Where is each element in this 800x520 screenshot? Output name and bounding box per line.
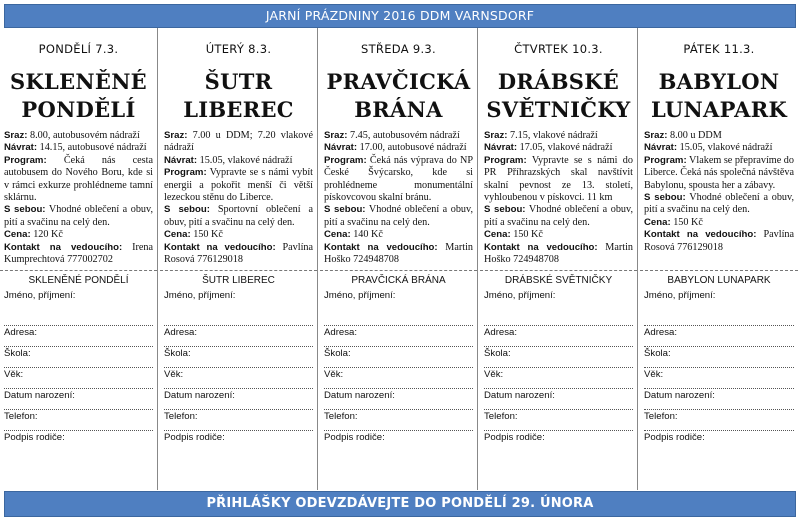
cut-line [320, 270, 477, 271]
phone-field[interactable]: Telefon: [484, 410, 633, 431]
event-title [484, 68, 633, 126]
phone-field[interactable]: Telefon: [164, 410, 313, 431]
signature-field[interactable]: Podpis rodiče: [484, 432, 545, 443]
event-title-line1: PRAVČICKÁ [326, 69, 471, 94]
day-label: PÁTEK 11.3. [683, 42, 755, 56]
program-info: Čeká nás cesta autobusem do Nového Boru, kde si v rámci exkurze prohlédneme tamní sklárnu. [4, 154, 153, 204]
event-title-line1: DRÁBSKÉ [497, 69, 620, 94]
cut-line [640, 270, 798, 271]
signature-field[interactable]: Podpis rodiče: [644, 432, 705, 443]
day-label: STŘEDA 9.3. [360, 42, 436, 56]
event-title-line2: SVĚTNIČKY [486, 97, 631, 122]
day-column-wednesday [320, 28, 478, 490]
event-description: Sraz: 7.00 u DDM; 7.20 vlakové nádraží Návrat: 15.05, vlakové nádraží Program: Vypravte se s námi vybít energii a pokořit menší či větší lezeckou stěnu do Liberce. S sebou: Sportovní oblečení a obuv, pití a svačinu na celý den. Cena: 150 Kč Kontakt na vedoucího: Pavlína Rosová 776129018 [164, 130, 313, 266]
age-field[interactable]: Věk: [324, 368, 473, 389]
event-title-line2: BRÁNA [354, 97, 443, 122]
event-description: Sraz: 7.15, vlakové nádraží Návrat: 17.05, vlakové nádraží Program: Vypravte se s námi do PR Příhrazských skal navštívit skalní pevnost ze 13. století, vyhloubenou v pískovci. 11 km S sebou: Vhodné oblečení a obuv, pití a svačinu na celý den. Cena: 150 Kč Kontakt na vedoucího: Martin Hoško 724948708 [484, 130, 633, 266]
school-field[interactable]: Škola: [164, 347, 313, 368]
return-info: 17.00, autobusové nádraží [359, 142, 467, 154]
signature-field[interactable]: Podpis rodiče: [164, 432, 225, 443]
program-info: Vlakem se přepravíme do Liberce. Čeká nás společná návštěva Babylonu, spousta her a zábavy. [644, 154, 794, 191]
return-info: 15.05, vlakové nádraží [679, 142, 773, 154]
name-field[interactable]: Jméno, příjmení: [484, 290, 556, 301]
school-field[interactable]: Škola: [484, 347, 633, 368]
event-description: Sraz: 7.45, autobusovém nádraží Návrat: 17.00, autobusové nádraží Program: Čeká nás výprava do NP České Švýcarsko, kde si prohlédneme monumentální pískovcovou skalní bránu. S sebou: Vhodné oblečení a obuv, pití a svačinu na celý den. Cena: 140 Kč Kontakt na vedoucího: Martin Hoško 724948708 [324, 130, 473, 266]
name-line[interactable] [484, 309, 633, 326]
page-header: JARNÍ PRÁZDNINY 2016 DDM VARNSDORF [4, 4, 796, 28]
event-title-line1: BABYLON [658, 69, 780, 94]
contact-info: Martin Hoško 724948708 [484, 241, 633, 266]
return-info: 15.05, vlakové nádraží [199, 154, 293, 166]
bring-info: Sportovní oblečení a obuv, pití a svačinu na celý den. [164, 204, 313, 228]
school-field[interactable]: Škola: [644, 347, 794, 368]
name-line[interactable] [644, 309, 794, 326]
address-field[interactable]: Adresa: [4, 326, 153, 347]
name-line[interactable] [4, 309, 153, 326]
event-description: Sraz: 8.00 u DDM Návrat: 15.05, vlakové nádraží Program: Vlakem se přepravíme do Liberce. Čeká nás společná návštěva Babylonu, spousta her a zábavy. S sebou: Vhodné oblečení a obuv, pití a svačinu na celý den. Cena: 150 Kč Kontakt na vedoucího: Pavlína Rosová 776129018 [644, 130, 794, 253]
address-field[interactable]: Adresa: [484, 326, 633, 347]
contact-info: Pavlína Rosová 776129018 [644, 229, 794, 253]
price-info: 150 Kč [193, 229, 223, 241]
cut-line [160, 270, 317, 271]
event-description: Sraz: 8.00, autobusovém nádraží Návrat: 14.15, autobusové nádraží Program: Čeká nás cesta autobusem do Nového Boru, kde si v rámci exkurze prohlédneme tamní sklárnu. S sebou: Vhodné oblečení a obuv, pití a svačinu na celý den. Cena: 120 Kč Kontakt na vedoucího: Irena Kumprechtová 777002702 [4, 130, 153, 266]
birthdate-field[interactable]: Datum narození: [164, 389, 313, 410]
day-label: ČTVRTEK 10.3. [514, 42, 603, 56]
name-field[interactable]: Jméno, příjmení: [4, 290, 76, 301]
signature-field[interactable]: Podpis rodiče: [4, 432, 65, 443]
meeting-info: 7.45, autobusovém nádraží [350, 130, 460, 141]
event-title [4, 68, 153, 126]
cut-line [480, 270, 637, 271]
age-field[interactable]: Věk: [644, 368, 794, 389]
bring-info: Vhodné oblečení a obuv, pití a svačinu na celý den. [644, 192, 794, 216]
name-line[interactable] [324, 309, 473, 326]
price-info: 120 Kč [33, 229, 63, 241]
program-info: Čeká nás výprava do NP České Švýcarsko, kde si prohlédneme monumentální pískovcovou skalní bránu. [324, 154, 473, 204]
cut-line [0, 270, 157, 271]
event-title-line1: SKLENĚNÉ [10, 69, 147, 94]
contact-info: Irena Kumprechtová 777002702 [4, 241, 153, 266]
meeting-info: 7.00 u DDM; 7.20 vlakové nádraží [164, 130, 313, 154]
birthdate-field[interactable]: Datum narození: [324, 389, 473, 410]
form-title: DRÁBSKÉ SVĚTNIČKY [504, 275, 613, 286]
bring-info: Vhodné oblečení a obuv, pití a svačinu na celý den. [484, 204, 633, 228]
phone-field[interactable]: Telefon: [644, 410, 794, 431]
meeting-info: 8.00, autobusovém nádraží [30, 130, 140, 141]
day-column-monday [0, 28, 158, 490]
day-label: PONDĚLÍ 7.3. [38, 42, 119, 56]
price-info: 150 Kč [673, 216, 703, 228]
form-title: BABYLON LUNAPARK [667, 275, 771, 286]
name-field[interactable]: Jméno, příjmení: [164, 290, 236, 301]
return-info: 17.05, vlakové nádraží [519, 142, 613, 154]
event-title-line2: LIBEREC [183, 97, 294, 122]
event-title [644, 68, 794, 126]
bring-info: Vhodné oblečení a obuv, pití a svačinu na celý den. [4, 204, 153, 228]
program-info: Vypravte se s námi vybít energii a pokořit menší či větší lezeckou stěnu do Liberce. [164, 167, 313, 204]
price-info: 140 Kč [353, 229, 383, 241]
contact-info: Martin Hoško 724948708 [324, 241, 473, 266]
school-field[interactable]: Škola: [324, 347, 473, 368]
meeting-info: 7.15, vlakové nádraží [510, 130, 598, 141]
age-field[interactable]: Věk: [164, 368, 313, 389]
day-columns [0, 28, 800, 490]
event-title-line1: ŠUTR [204, 69, 273, 94]
phone-field[interactable]: Telefon: [324, 410, 473, 431]
age-field[interactable]: Věk: [484, 368, 633, 389]
program-info: Vypravte se s námi do PR Příhrazských skal navštívit skalní pevnost ze 13. století, vyhloubenou v pískovci. 11 km [484, 154, 633, 204]
birthdate-field[interactable]: Datum narození: [644, 389, 794, 410]
page-footer: PŘIHLÁŠKY ODEVZDÁVEJTE DO PONDĚLÍ 29. ÚNORA [4, 491, 796, 517]
day-column-thursday [480, 28, 638, 490]
school-field[interactable]: Škola: [4, 347, 153, 368]
bring-info: Vhodné oblečení a obuv, pití a svačinu na celý den. [324, 204, 473, 228]
name-field[interactable]: Jméno, příjmení: [324, 290, 396, 301]
meeting-info: 8.00 u DDM [670, 130, 722, 141]
form-title: PRAVČICKÁ BRÁNA [351, 275, 446, 286]
address-field[interactable]: Adresa: [164, 326, 313, 347]
return-info: 14.15, autobusové nádraží [39, 142, 147, 154]
day-label: ÚTERÝ 8.3. [205, 42, 272, 56]
address-field[interactable]: Adresa: [324, 326, 473, 347]
day-column-tuesday [160, 28, 318, 490]
price-info: 150 Kč [513, 229, 543, 241]
address-field[interactable]: Adresa: [644, 326, 794, 347]
event-title [164, 68, 313, 126]
phone-field[interactable]: Telefon: [4, 410, 153, 431]
birthdate-field[interactable]: Datum narození: [484, 389, 633, 410]
signature-field[interactable]: Podpis rodiče: [324, 432, 385, 443]
name-line[interactable] [164, 309, 313, 326]
event-title-line2: LUNAPARK [650, 97, 788, 122]
form-title: SKLENĚNÉ PONDĚLÍ [28, 275, 129, 286]
event-title-line2: PONDĚLÍ [21, 97, 136, 122]
name-field[interactable]: Jméno, příjmení: [644, 290, 716, 301]
form-title: ŠUTR LIBEREC [202, 275, 275, 286]
event-title [324, 68, 473, 126]
birthdate-field[interactable]: Datum narození: [4, 389, 153, 410]
contact-info: Pavlína Rosová 776129018 [164, 241, 313, 266]
day-column-friday [640, 28, 798, 490]
age-field[interactable]: Věk: [4, 368, 153, 389]
